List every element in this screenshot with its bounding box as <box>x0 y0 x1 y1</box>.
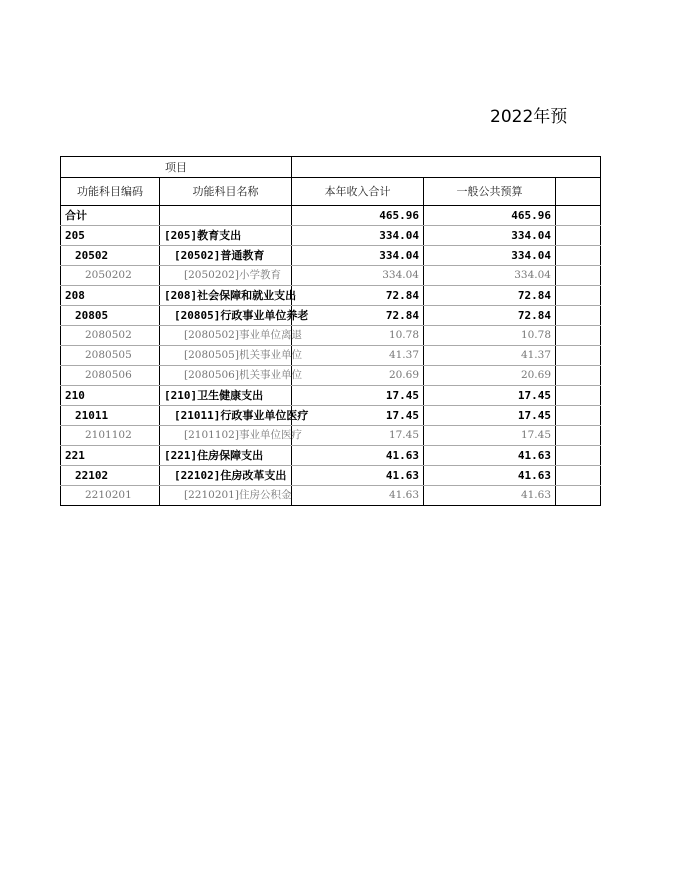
cell-extra <box>556 286 601 306</box>
cell-general: 41.37 <box>424 346 556 366</box>
cell-general: 72.84 <box>424 306 556 326</box>
header-project-cell: 项目 <box>61 157 292 178</box>
header-code: 功能科目编码 <box>61 178 160 206</box>
table-row <box>61 386 601 406</box>
cell-total: 334.04 <box>292 226 424 246</box>
cell-total: 41.63 <box>292 446 424 466</box>
cell-total: 10.78 <box>292 326 424 346</box>
cell-code: 合计 <box>61 206 160 226</box>
cell-total: 17.45 <box>292 386 424 406</box>
cell-code: 20502 <box>61 246 160 266</box>
cell-extra <box>556 306 601 326</box>
header-row-project <box>61 157 601 178</box>
table-row <box>61 346 601 366</box>
table-row <box>61 426 601 446</box>
cell-total: 20.69 <box>292 366 424 386</box>
cell-general: 72.84 <box>424 286 556 306</box>
budget-table <box>60 156 601 506</box>
table-row <box>61 226 601 246</box>
cell-total: 17.45 <box>292 426 424 446</box>
cell-code: 210 <box>61 386 160 406</box>
cell-extra <box>556 446 601 466</box>
cell-general: 465.96 <box>424 206 556 226</box>
cell-name: [205]教育支出 <box>160 226 292 246</box>
cell-code: 22102 <box>61 466 160 486</box>
cell-code: 205 <box>61 226 160 246</box>
table-row <box>61 326 601 346</box>
cell-extra <box>556 466 601 486</box>
table-row <box>61 286 601 306</box>
table-row <box>61 266 601 286</box>
cell-name: [2210201]住房公积金 <box>160 486 292 506</box>
cell-extra <box>556 406 601 426</box>
cell-general: 10.78 <box>424 326 556 346</box>
cell-extra <box>556 226 601 246</box>
cell-general: 334.04 <box>424 226 556 246</box>
cell-general: 41.63 <box>424 466 556 486</box>
cell-total: 72.84 <box>292 306 424 326</box>
table-row <box>61 366 601 386</box>
cell-name: [210]卫生健康支出 <box>160 386 292 406</box>
header-name: 功能科目名称 <box>160 178 292 206</box>
cell-general: 334.04 <box>424 266 556 286</box>
cell-general: 20.69 <box>424 366 556 386</box>
cell-extra <box>556 266 601 286</box>
cell-code: 21011 <box>61 406 160 426</box>
cell-extra <box>556 486 601 506</box>
cell-general: 41.63 <box>424 486 556 506</box>
report-title: 2022年预 <box>490 107 568 127</box>
cell-code: 221 <box>61 446 160 466</box>
table-row <box>61 466 601 486</box>
cell-name: [221]住房保障支出 <box>160 446 292 466</box>
cell-code: 2080505 <box>61 346 160 366</box>
cell-total: 334.04 <box>292 246 424 266</box>
cell-name: [2050202]小学教育 <box>160 266 292 286</box>
cell-code: 2080506 <box>61 366 160 386</box>
cell-code: 2050202 <box>61 266 160 286</box>
cell-name <box>160 206 292 226</box>
cell-code: 2210201 <box>61 486 160 506</box>
header-extra <box>556 178 601 206</box>
cell-name: [22102]住房改革支出 <box>160 466 292 486</box>
cell-extra <box>556 366 601 386</box>
cell-total: 465.96 <box>292 206 424 226</box>
header-blank-cell <box>292 157 601 178</box>
cell-code: 2101102 <box>61 426 160 446</box>
table-row <box>61 486 601 506</box>
cell-name: [2080505]机关事业单位 <box>160 346 292 366</box>
cell-code: 2080502 <box>61 326 160 346</box>
table-row <box>61 446 601 466</box>
cell-extra <box>556 206 601 226</box>
cell-total: 334.04 <box>292 266 424 286</box>
cell-general: 334.04 <box>424 246 556 266</box>
cell-name: [208]社会保障和就业支出 <box>160 286 292 306</box>
cell-code: 208 <box>61 286 160 306</box>
cell-total: 41.37 <box>292 346 424 366</box>
cell-code: 20805 <box>61 306 160 326</box>
table-row <box>61 306 601 326</box>
cell-total: 72.84 <box>292 286 424 306</box>
cell-total: 41.63 <box>292 466 424 486</box>
cell-general: 41.63 <box>424 446 556 466</box>
cell-name: [2080502]事业单位离退 <box>160 326 292 346</box>
cell-general: 17.45 <box>424 426 556 446</box>
cell-extra <box>556 386 601 406</box>
cell-name: [2101102]事业单位医疗 <box>160 426 292 446</box>
table-row <box>61 246 601 266</box>
cell-general: 17.45 <box>424 406 556 426</box>
header-general: 一般公共预算 <box>424 178 556 206</box>
cell-total: 41.63 <box>292 486 424 506</box>
cell-name: [21011]行政事业单位医疗 <box>160 406 292 426</box>
cell-name: [20502]普通教育 <box>160 246 292 266</box>
table-row <box>61 406 601 426</box>
header-total: 本年收入合计 <box>292 178 424 206</box>
table-row <box>61 206 601 226</box>
cell-name: [2080506]机关事业单位 <box>160 366 292 386</box>
cell-extra <box>556 426 601 446</box>
cell-extra <box>556 346 601 366</box>
cell-name: [20805]行政事业单位养老 <box>160 306 292 326</box>
cell-extra <box>556 246 601 266</box>
cell-total: 17.45 <box>292 406 424 426</box>
cell-general: 17.45 <box>424 386 556 406</box>
header-row-columns <box>61 178 601 206</box>
cell-extra <box>556 326 601 346</box>
